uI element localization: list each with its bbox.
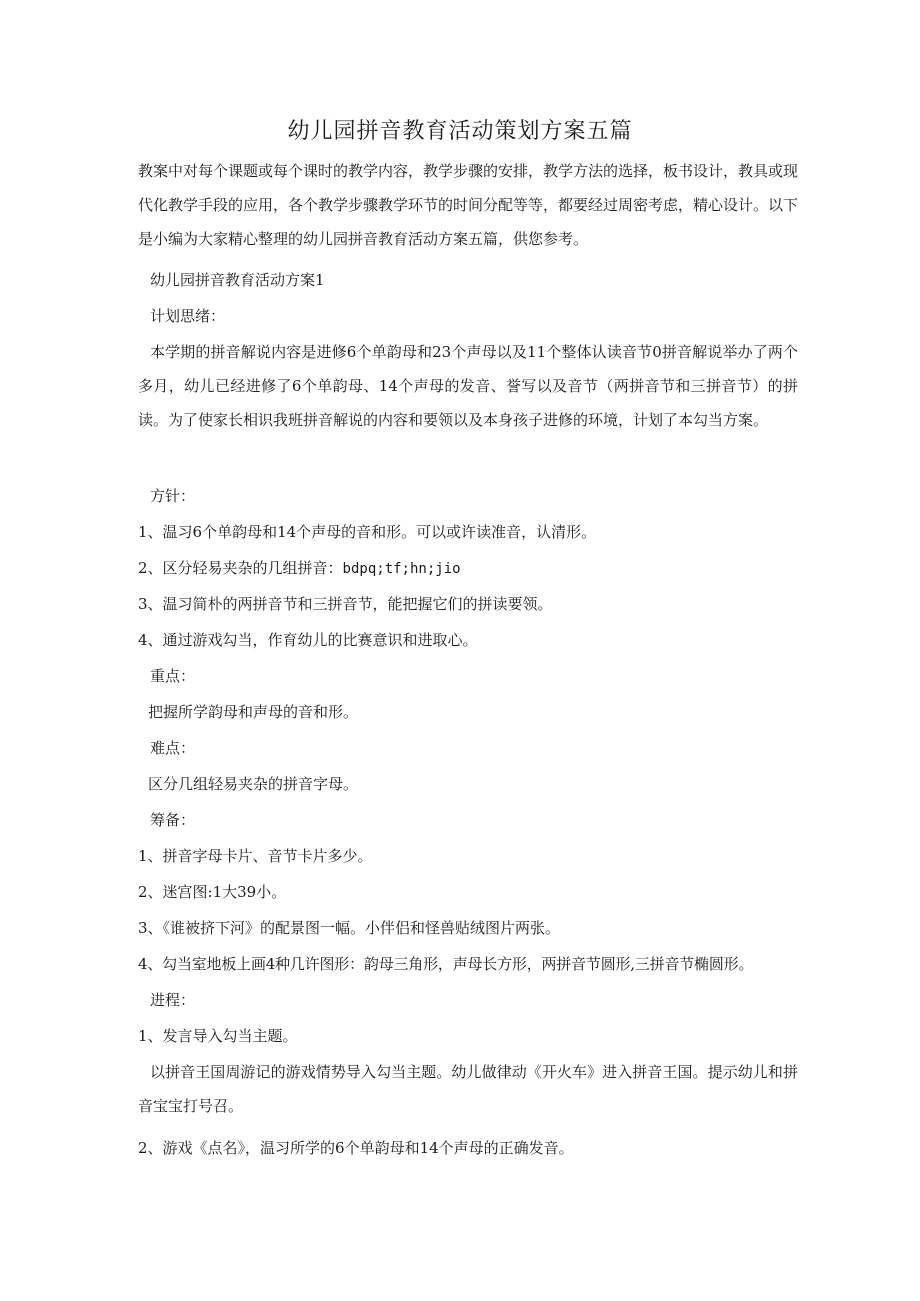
prep-item: 1、拼音字母卡片、音节卡片多少。	[138, 847, 373, 865]
goal-item: 1、温习6个单韵母和14个声母的音和形。可以或许读准音，认清形。	[138, 523, 597, 541]
goal-2-pinyin: bdpq;tf;hn;jio	[342, 561, 461, 577]
prep-item: 2、迷宫图:1大39小。	[138, 883, 287, 901]
document-title: 幼儿园拼音教育活动策划方案五篇	[287, 119, 633, 144]
goal-item: 4、通过游戏勾当，作育幼儿的比赛意识和进取心。	[138, 631, 478, 649]
goal-2-prefix: 2、区分轻易夹杂的几组拼音：	[138, 559, 343, 577]
key-text: 把握所学韵母和声母的音和形。	[148, 703, 359, 721]
thinking-text: 本学期的拼音解说内容是进修6个单韵母和23个声母以及11个整体认读音节0拼音解说举办了两个多月，幼儿已经进修了6个单韵母、14个声母的发音、誉写以及音节（两拼音节和三拼音节）的拼读。为了使家长相识我班拼音解说的内容和要领以及本身孩子进修的环境，计划了本勾当方案。	[138, 343, 798, 429]
goal-item: 3、温习简朴的两拼音节和三拼音节，能把握它们的拼读要领。	[138, 595, 553, 613]
difficulty-text: 区分几组轻易夹杂的拼音字母。	[148, 775, 359, 793]
plan1-heading: 幼儿园拼音教育活动方案1	[150, 271, 325, 289]
prep-item: 3、《谁被挤下河》的配景图一幅。小伴侣和怪兽贴绒图片两张。	[138, 919, 561, 937]
process-label: 进程：	[150, 991, 196, 1009]
step-1-text: 以拼音王国周游记的游戏情势导入勾当主题。幼儿做律动《开火车》进入拼音王国。提示幼儿和拼音宝宝打号召。	[138, 1063, 798, 1115]
intro-paragraph: 教案中对每个课题或每个课时的教学内容，教学步骤的安排，教学方法的选择，板书设计，教具或现代化教学手段的应用，各个教学步骤教学环节的时间分配等等，都要经过周密考虑，精心设计。以下是小编为大家精心整理的幼儿园拼音教育活动方案五篇，供您参考。	[138, 162, 799, 248]
goal-item	[138, 558, 818, 579]
thinking-paragraph	[138, 335, 798, 437]
difficulty-label: 难点：	[150, 739, 196, 757]
thinking-label: 计划思绪：	[150, 307, 226, 325]
prep-label: 筹备：	[150, 811, 196, 829]
prep-item: 4、勾当室地板上画4种几许图形：韵母三角形，声母长方形，两拼音节圆形,三拼音节椭圆形。	[138, 955, 754, 973]
goals-label: 方针：	[150, 487, 196, 505]
step-item: 2、游戏《点名》，温习所学的6个单韵母和14个声母的正确发音。	[138, 1139, 574, 1157]
step-item: 1、发言导入勾当主题。	[138, 1027, 298, 1045]
step-1-paragraph	[138, 1055, 798, 1123]
key-label: 重点：	[150, 667, 196, 685]
